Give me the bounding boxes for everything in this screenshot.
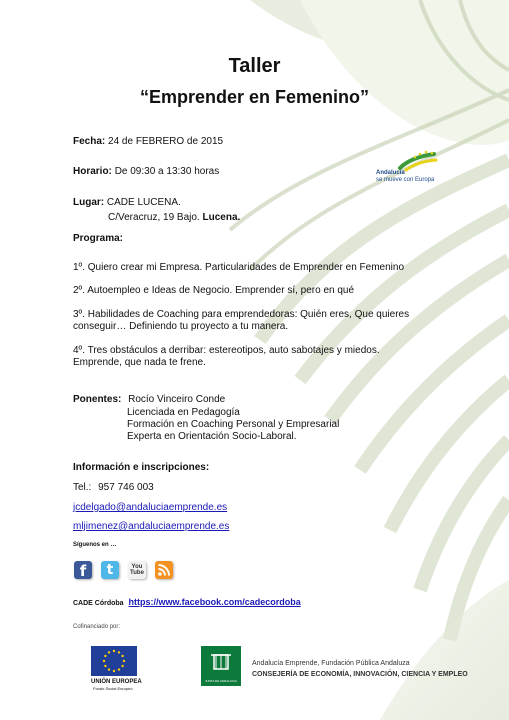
address-row [108,212,240,224]
fecha-row [73,136,223,148]
programa-item-cont: Emprende, que nada te frene. [73,357,206,368]
junta-text: JUNTA DE ANDALUCIA [204,679,238,683]
facebook-icon[interactable]: f [74,561,92,579]
cofinanciado-label: Cofinanciado por: [73,624,121,630]
eu-line2: Fondo Social Europeo [93,686,133,691]
programa-item: 1º. Quiero crear mi Empresa. Particularidades de Emprender en Femenino [73,262,405,273]
ponente-detail: Licenciada en Pedagogía [127,407,240,418]
junta-logo [201,646,241,686]
eu-logo [91,646,142,698]
andalucia-europa-logo [372,150,442,184]
email-link-jimenez[interactable]: mljimenez@andaluciaemprende.es [73,521,230,532]
lugar-label: Lugar: [73,197,105,208]
ponente-detail: Experta en Orientación Socio-Laboral. [127,431,297,442]
address-city: Lucena. [202,212,241,223]
cade-row [73,597,301,609]
fecha-label: Fecha: [73,136,106,147]
eu-line1: UNIÓN EUROPEA [91,679,142,685]
page-title: Taller [228,55,281,77]
rss-icon-glyph [155,561,173,579]
address-street: C/Veracruz, 19 Bajo. [108,212,200,223]
youtube-icon-text: You Tube [130,564,144,576]
junta-emblem-icon [201,646,241,678]
ponentes-row [73,394,225,406]
page-subtitle: “Emprender en Femenino” [139,87,370,107]
andalucia-logo-mark [372,150,442,172]
twitter-icon[interactable]: t [101,561,119,579]
lugar-row [73,197,181,209]
org-line2: CONSEJERÍA DE ECONOMÍA, INNOVACIÓN, CIENCIA Y EMPLEO [252,671,468,678]
tel-value: 957 746 003 [98,482,154,493]
programa-label: Programa: [73,233,124,244]
ponente-name: Rocío Vinceiro Conde [128,394,226,405]
lugar-value: CADE LUCENA. [106,197,181,208]
tel-label: Tel.: [73,482,92,493]
horario-value: De 09:30 a 13:30 horas [114,166,220,177]
programa-item-cont: conseguir… Definiendo tu proyecto a tu manera. [73,321,289,332]
andalucia-logo-line2: se mueve con Europa [376,177,435,183]
eu-flag-icon [91,646,137,676]
email-link-delgado[interactable]: jcdelgado@andaluciaemprende.es [73,502,228,513]
andalucia-logo-line1: Andalucía [376,170,405,176]
follow-label: Síguenos en … [73,542,117,548]
horario-row [73,166,219,178]
youtube-icon[interactable] [128,561,146,579]
fecha-value: 24 de FEBRERO de 2015 [108,136,224,147]
rss-icon[interactable] [155,561,173,579]
ponente-detail: Formación en Coaching Personal y Empresarial [127,419,340,430]
programa-item: 3º. Habilidades de Coaching para emprendedoras: Quién eres, Que quieres [73,309,410,320]
ponentes-label: Ponentes: [73,394,122,405]
horario-label: Horario: [73,166,112,177]
cade-facebook-link[interactable]: https://www.facebook.com/cadecordoba [128,597,301,607]
cade-label: CADE Córdoba [73,600,124,607]
org-line1: Andalucía Emprende, Fundación Pública Andaluza [252,660,410,667]
programa-item: 4º. Tres obstáculos a derribar: estereotipos, auto sabotajes y miedos. [73,345,380,356]
programa-item: 2º. Autoempleo e Ideas de Negocio. Emprender sí, pero en qué [73,285,355,296]
info-label: Información e inscripciones: [73,462,210,473]
tel-row [73,482,154,494]
